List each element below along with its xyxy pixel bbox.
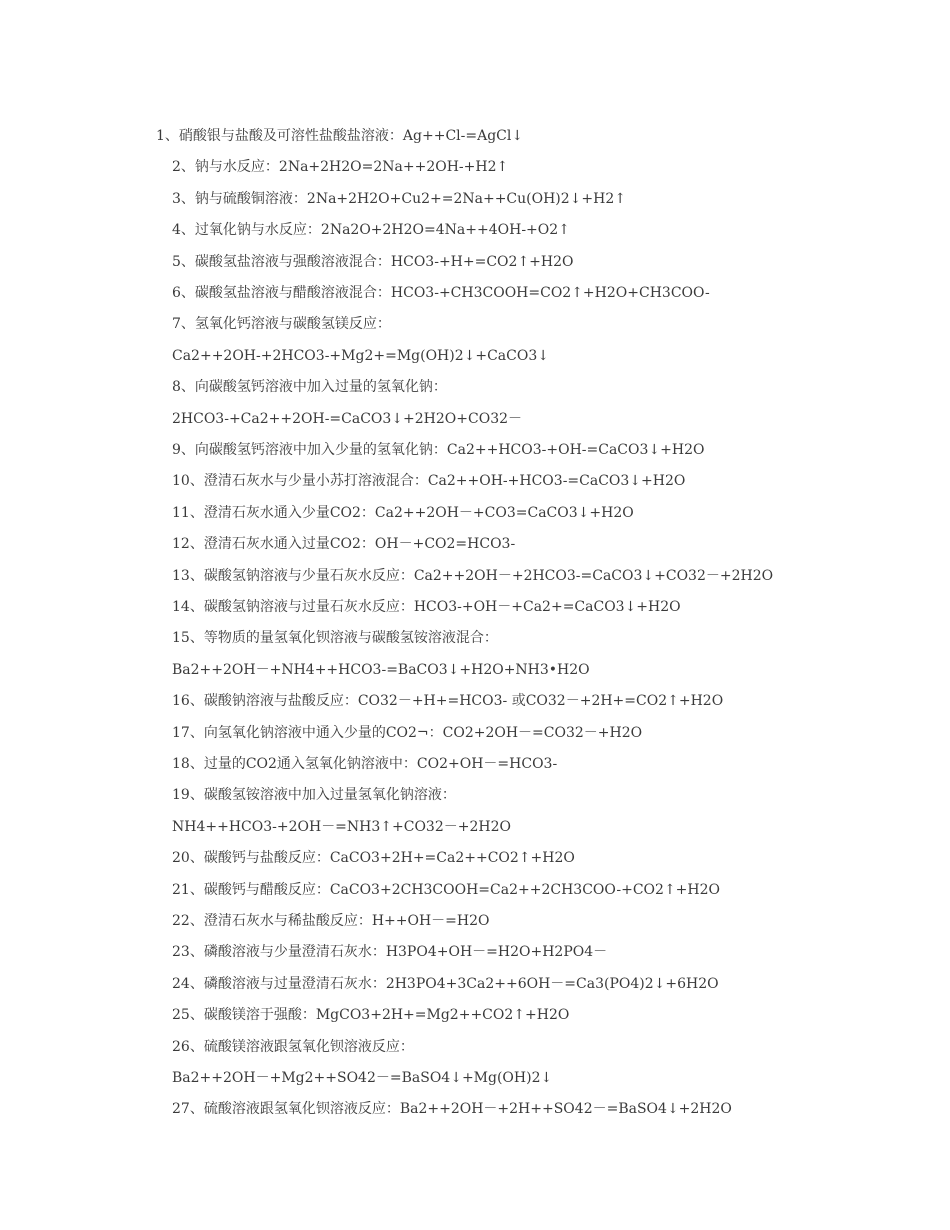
text-line: 1、硝酸银与盐酸及可溶性盐酸盐溶液：Ag++Cl-=AgCl↓ [156,128,524,144]
text-line: 27、硫酸溶液跟氢氧化钡溶液反应：Ba2++2OH－+2H++SO42－=BaSO4↓+2H2O [172,1101,732,1118]
text-line: 4、过氧化钠与水反应：2Na2O+2H2O=4Na++4OH-+O2↑ [172,222,570,239]
text-line: 13、碳酸氢钠溶液与少量石灰水反应：Ca2++2OH－+2HCO3-=CaCO3↓+CO32－+2H2O [172,567,774,584]
text-line: 15、等物质的量氢氧化钡溶液与碳酸氢铵溶液混合： [172,630,498,647]
text-line: 26、硫酸镁溶液跟氢氧化钡溶液反应： [172,1038,414,1055]
text-line: 16、碳酸钠溶液与盐酸反应：CO32－+H+=HCO3- 或CO32－+2H+=CO2↑+H2O [172,693,724,710]
text-line: NH4++HCO3-+2OH－=NH3↑+CO32－+2H2O [172,818,511,835]
text-line: 7、氢氧化钙溶液与碳酸氢镁反应： [172,316,391,333]
text-line: 20、碳酸钙与盐酸反应：CaCO3+2H+=Ca2++CO2↑+H2O [172,850,575,867]
text-line: 18、过量的CO2通入氢氧化钠溶液中：CO2+OH－=HCO3- [172,756,558,772]
text-line: 6、碳酸氢盐溶液与醋酸溶液混合：HCO3-+CH3COOH=CO2↑+H2O+CH3COO- [172,285,710,301]
text-line: 2HCO3-+Ca2++2OH-=CaCO3↓+2H2O+CO32－ [172,410,523,427]
text-line: 2、钠与水反应：2Na+2H2O=2Na++2OH-+H2↑ [172,159,509,176]
text-line: 11、澄清石灰水通入少量CO2：Ca2++2OH－+CO3=CaCO3↓+H2O [172,504,634,521]
text-line: 9、向碳酸氢钙溶液中加入少量的氢氧化钠：Ca2++HCO3-+OH-=CaCO3↓+H2O [172,442,705,458]
text-line: 10、澄清石灰水与少量小苏打溶液混合：Ca2++OH-+HCO3-=CaCO3↓+H2O [172,473,686,490]
text-line: Ba2++2OH－+Mg2++SO42－=BaSO4↓+Mg(OH)2↓ [172,1070,553,1086]
text-line: 21、碳酸钙与醋酸反应：CaCO3+2CH3COOH=Ca2++2CH3COO-+CO2↑+H2O [172,881,720,898]
text-line: 12、澄清石灰水通入过量CO2：OH－+CO2=HCO3- [172,536,516,553]
text-line: 25、碳酸镁溶于强酸：MgCO3+2H+=Mg2++CO2↑+H2O [172,1007,570,1024]
text-line: 8、向碳酸氢钙溶液中加入过量的氢氧化钠： [172,379,447,396]
text-line: Ba2++2OH－+NH4++HCO3-=BaCO3↓+H2O+NH3•H2O [172,661,590,678]
text-line: 22、澄清石灰水与稀盐酸反应：H++OH－=H2O [172,913,490,929]
text-line: 17、向氢氧化钠溶液中通入少量的CO2¬：CO2+2OH－=CO32－+H2O [172,724,643,741]
text-line: 5、碳酸氢盐溶液与强酸溶液混合：HCO3-+H+=CO2↑+H2O [172,253,574,270]
text-line: 24、磷酸溶液与过量澄清石灰水：2H3PO4+3Ca2++6OH－=Ca3(PO4)2↓+6H2O [172,975,719,992]
text-line: 3、钠与硫酸铜溶液：2Na+2H2O+Cu2+=2Na++Cu(OH)2↓+H2↑ [172,190,626,207]
text-line: 23、磷酸溶液与少量澄清石灰水：H3PO4+OH－=H2O+H2PO4－ [172,944,608,961]
text-line: 19、碳酸氢铵溶液中加入过量氢氧化钠溶液： [172,787,456,804]
text-line: Ca2++2OH-+2HCO3-+Mg2+=Mg(OH)2↓+CaCO3↓ [172,347,549,364]
text-line: 14、碳酸氢钠溶液与过量石灰水反应：HCO3-+OH－+Ca2+=CaCO3↓+H2O [172,599,681,615]
